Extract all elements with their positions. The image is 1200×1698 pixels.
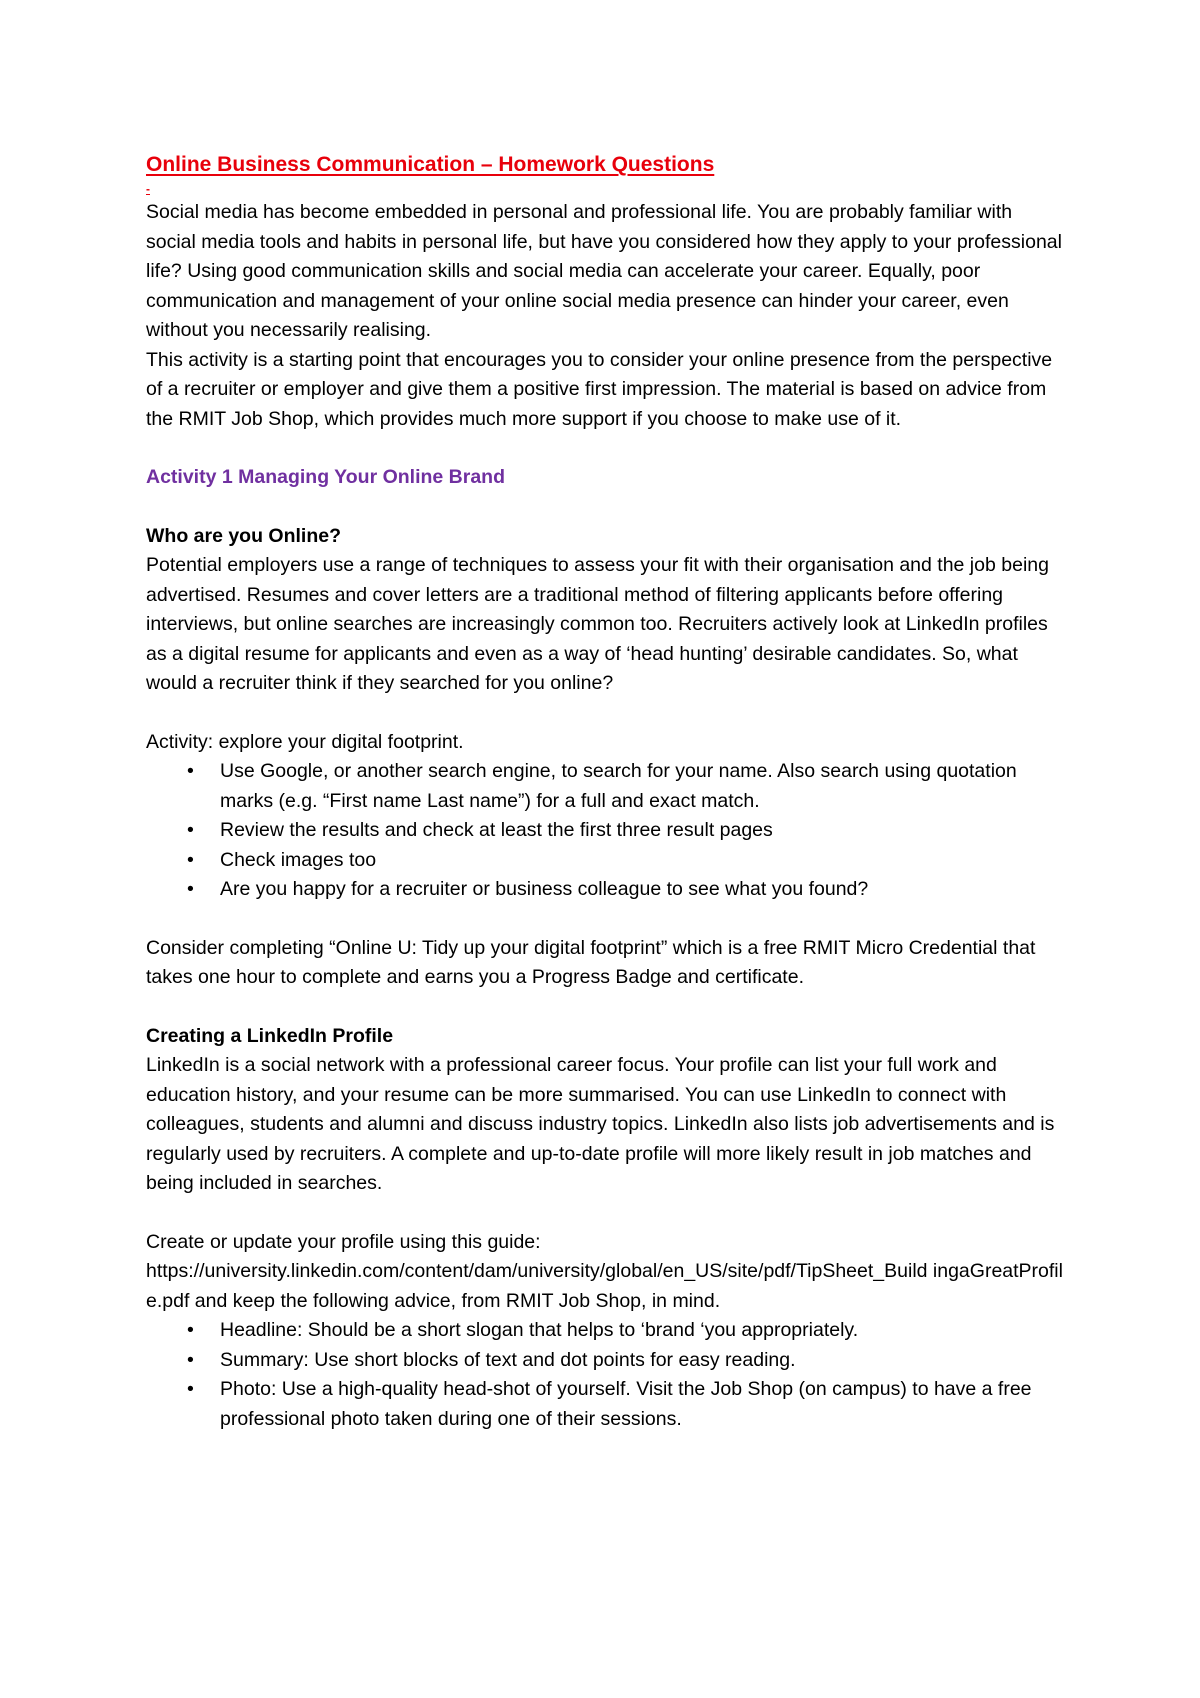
intro-paragraph: This activity is a starting point that encourages you to consider your online presence from the perspective of a recruiter or employer and give them a positive first impression. The material is based on advice from the RMIT Job Shop, which provides much more support if you choose to make use of it. [146, 348, 1053, 430]
guide-intro: Create or update your profile using this guide: [146, 1230, 541, 1253]
list-item: • Headline: Should be a short slogan that helps to ‘brand ‘you appropriately. [220, 1316, 1066, 1346]
list-item: • Use Google, or another search engine, to search for your name. Also search using quotation marks (e.g. “First name Last name”) for a full and exact match. [220, 757, 1066, 816]
bullet-icon: • [187, 819, 194, 841]
bullet-icon: • [187, 878, 194, 900]
explore-list [146, 757, 1066, 905]
section-heading-who: Who are you Online? [146, 524, 342, 547]
explore-intro: Activity: explore your digital footprint. [146, 730, 464, 753]
page-title: Online Business Communication – Homework Questions [146, 153, 715, 176]
guide-link[interactable]: https://university.linkedin.com/content/dam/university/global/en_US/site/pdf/TipSheet_Build ingaGreatProfile.pdf [146, 1260, 1063, 1312]
title-marker: - [146, 182, 150, 196]
linkedin-paragraph: LinkedIn is a social network with a professional career focus. Your profile can list your full work and education history, and your resume can be more summarised. You can use LinkedIn to connect with colleagues, students and alumni and discuss industry topics. LinkedIn also lists job advertisements and is regularly used by recruiters. A complete and up-to-date profile will more likely result in job matches and being included in searches. [146, 1054, 1055, 1194]
list-item: • Check images too [220, 846, 1066, 876]
list-item: • Review the results and check at least the first three result pages [220, 816, 1066, 846]
intro-paragraph: Social media has become embedded in personal and professional life. You are probably familiar with social media tools and habits in personal life, but have you considered how they apply to your professional life? Using good communication skills and social media can accelerate your career. Equally, poor communication and management of your online social media presence can hinder your career, even without you necessarily realising. [146, 201, 1062, 341]
guide-paragraph: https://university.linkedin.com/content/dam/university/global/en_US/site/pdf/TipSheet_Build ingaGreatProfile.pdf and keep the following advice, from RMIT Job Shop, in mind. [146, 1260, 1063, 1312]
bullet-icon: • [187, 848, 194, 871]
activity-heading: Activity 1 Managing Your Online Brand [146, 466, 505, 488]
document-page [146, 150, 1066, 1434]
bullet-icon: • [187, 1378, 194, 1400]
bullet-icon: • [187, 1319, 194, 1341]
bullet-icon: • [187, 1348, 194, 1371]
list-item: • Summary: Use short blocks of text and dot points for easy reading. [220, 1346, 1066, 1376]
who-paragraph: Potential employers use a range of techniques to assess your fit with their organisation and the job being advertised. Resumes and cover letters are a traditional method of filtering applicants before offering interviews, but online searches are increasingly common too. Recruiters actively look at LinkedIn profiles as a digital resume for applicants and even as a way of ‘head hunting’ desirable candidates. So, what would a recruiter think if they searched for you online? [146, 554, 1049, 694]
list-item: • Are you happy for a recruiter or business colleague to see what you found? [220, 875, 1066, 905]
list-item: • Photo: Use a high-quality head-shot of yourself. Visit the Job Shop (on campus) to have a free professional photo taken during one of their sessions. [220, 1375, 1066, 1434]
advice-list [146, 1316, 1066, 1434]
consider-paragraph: Consider completing “Online U: Tidy up your digital footprint” which is a free RMIT Micro Credential that takes one hour to complete and earns you a Progress Badge and certificate. [146, 936, 1036, 988]
bullet-icon: • [187, 760, 194, 782]
section-heading-linkedin: Creating a LinkedIn Profile [146, 1024, 394, 1047]
